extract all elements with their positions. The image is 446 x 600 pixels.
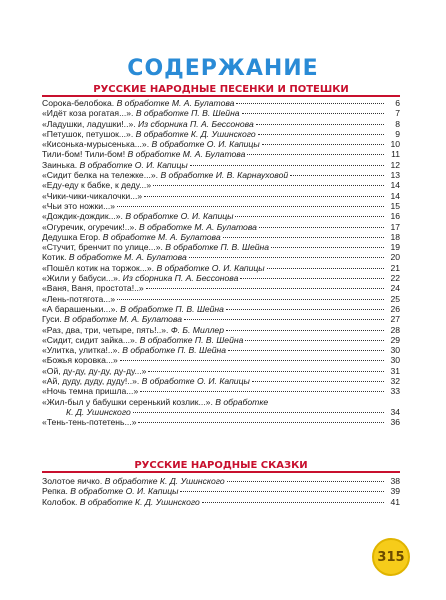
entry-editor: В обработке М. А. Булатова <box>102 231 221 242</box>
leader-dots <box>245 340 384 341</box>
entry-title: «Еду-еду к бабке, к деду...» <box>42 180 152 191</box>
entry-editor: В обработке М. А. Булатова <box>139 221 257 232</box>
entry-title: «А барашеньки...». <box>42 303 118 314</box>
entry-editor: В обработке О. И. Капицы <box>156 262 265 273</box>
entry-title: Заинька. <box>42 159 78 170</box>
section-divider <box>42 95 400 97</box>
entry-editor: В обработке И. В. Карнауховой <box>160 170 289 181</box>
toc-entry[interactable] <box>42 149 400 159</box>
toc-entry[interactable] <box>42 232 400 242</box>
entry-page: 14 <box>390 190 400 201</box>
entry-title: «Ай, дуду, дуду, дуду!..». <box>42 376 140 387</box>
entry-title: Золотое яичко. <box>42 476 103 486</box>
entry-title: «Божья коровка...» <box>42 355 118 366</box>
toc-list-songs <box>42 98 400 428</box>
entry-title: «Сидит, сидит зайка...». <box>42 334 138 345</box>
toc-entry[interactable] <box>42 160 400 170</box>
leader-dots <box>262 144 384 145</box>
entry-page: 19 <box>390 242 400 253</box>
toc-entry[interactable] <box>42 476 400 486</box>
toc-entry[interactable] <box>42 335 400 345</box>
leader-dots <box>189 257 384 258</box>
toc-entry[interactable] <box>42 366 400 376</box>
entry-editor: В обработке К. Д. Ушинского <box>79 496 200 507</box>
entry-editor: В обработке М. А. Булатова <box>68 252 187 263</box>
toc-entry[interactable] <box>42 252 400 262</box>
leader-dots <box>236 103 384 104</box>
entry-editor: В обработке О. И. Капицы <box>79 159 188 170</box>
entry-editor: К. Д. Ушинского <box>66 406 131 417</box>
toc-entry[interactable] <box>42 129 400 139</box>
entry-page: 24 <box>390 283 400 294</box>
entry-page: 15 <box>390 200 400 211</box>
entry-page: 33 <box>390 386 400 397</box>
entry-page: 16 <box>390 211 400 222</box>
leader-dots <box>120 360 384 361</box>
entry-editor: В обработке О. И. Капицы <box>141 376 250 387</box>
leader-dots <box>184 319 384 320</box>
entry-page: 39 <box>390 486 400 497</box>
toc-entry[interactable] <box>42 397 400 418</box>
entry-title: «Тень-тень-потетень...» <box>42 417 137 428</box>
entry-title: «Петушок, петушок...». <box>42 128 134 139</box>
entry-page: 22 <box>390 273 400 284</box>
entry-page: 36 <box>390 417 400 428</box>
toc-entry[interactable] <box>42 180 400 190</box>
entry-title: Котик. <box>42 252 67 263</box>
entry-page: 17 <box>390 221 400 232</box>
leader-dots <box>259 227 384 228</box>
entry-title: «Ой, ду-ду, ду-ду, ду-ду...» <box>42 365 147 376</box>
toc-entry[interactable] <box>42 386 400 396</box>
toc-entry[interactable] <box>42 497 400 507</box>
leader-dots <box>256 124 384 125</box>
toc-entry[interactable] <box>42 170 400 180</box>
entry-title: «Ваня, Ваня, простота!..» <box>42 283 144 294</box>
toc-entry[interactable] <box>42 325 400 335</box>
entry-page: 21 <box>390 262 400 273</box>
leader-dots <box>226 309 384 310</box>
leader-dots <box>242 113 384 114</box>
entry-editor: В обработке М. А. Булатова <box>64 314 183 325</box>
leader-dots <box>258 134 384 135</box>
leader-dots <box>240 278 384 279</box>
entry-page: 6 <box>395 98 400 108</box>
entry-title: «Чьи это ножки...» <box>42 200 116 211</box>
toc-entry[interactable] <box>42 283 400 293</box>
toc-entry[interactable] <box>42 191 400 201</box>
leader-dots <box>140 391 384 392</box>
leader-dots <box>117 299 384 300</box>
toc-entry[interactable] <box>42 294 400 304</box>
entry-title: «Раз, два, три, четыре, пять!..». <box>42 324 169 335</box>
entry-editor: В обработке <box>215 396 269 407</box>
entry-title: «Кисонька-мурысенька...». <box>42 139 150 150</box>
entry-editor: В обработке О. И. Капицы <box>70 486 179 497</box>
entry-page: 25 <box>390 293 400 304</box>
entry-editor: В обработке П. В. Шейна <box>135 108 240 119</box>
entry-page: 27 <box>390 314 400 325</box>
entry-editor: Ф. Б. Миллер <box>170 324 224 335</box>
entry-page: 7 <box>395 108 400 119</box>
entry-title: Гуси. <box>42 314 62 325</box>
toc-entry[interactable] <box>42 119 400 129</box>
entry-editor: В обработке П. В. Шейна <box>165 242 270 253</box>
toc-entry[interactable] <box>42 314 400 324</box>
leader-dots <box>138 422 384 423</box>
leader-dots <box>202 502 384 503</box>
entry-editor: Из сборника П. А. Бессонова <box>138 118 254 129</box>
entry-editor: В обработке М. А. Булатова <box>127 149 246 160</box>
toc-entry[interactable] <box>42 263 400 273</box>
toc-entry[interactable] <box>42 242 400 252</box>
entry-editor: В обработке К. Д. Ушинского <box>135 128 256 139</box>
entry-editor: В обработке К. Д. Ушинского <box>104 476 225 486</box>
entry-page: 30 <box>390 345 400 356</box>
entry-title: «Ночь темна пришла...» <box>42 386 139 397</box>
toc-entry[interactable] <box>42 139 400 149</box>
entry-page: 8 <box>395 118 400 129</box>
toc-entry[interactable] <box>42 98 400 108</box>
entry-title: «Жили у бабуси...». <box>42 273 121 284</box>
entry-title: «Лень-потягота...» <box>42 293 116 304</box>
entry-page: 38 <box>390 476 400 486</box>
entry-title: «Стучит, бренчит по улице...». <box>42 242 163 253</box>
entry-title: Сорока-белобока. <box>42 98 115 108</box>
leader-dots <box>252 381 384 382</box>
entry-editor: В обработке П. В. Шейна <box>122 345 227 356</box>
page-title: СОДЕРЖАНИЕ <box>127 56 319 81</box>
leader-dots <box>180 491 384 492</box>
leader-dots <box>190 165 384 166</box>
entry-title: «Жил-был у бабушки серенький козлик...». <box>42 396 213 407</box>
entry-page: 28 <box>390 324 400 335</box>
toc-entry[interactable] <box>42 355 400 365</box>
leader-dots <box>144 196 384 197</box>
leader-dots <box>227 481 384 482</box>
section-divider <box>42 471 400 473</box>
entry-page: 10 <box>390 139 400 150</box>
leader-dots <box>235 216 384 217</box>
toc-entry[interactable] <box>42 201 400 211</box>
entry-page: 9 <box>395 128 400 139</box>
entry-editor: В обработке П. В. Шейна <box>139 334 244 345</box>
section-heading-songs: РУССКИЕ НАРОДНЫЕ ПЕСЕНКИ И ПОТЕШКИ <box>93 84 349 95</box>
leader-dots <box>153 185 384 186</box>
toc-entry[interactable] <box>42 345 400 355</box>
entry-page: 13 <box>390 170 400 181</box>
leader-dots <box>223 237 384 238</box>
toc-entry[interactable] <box>42 211 400 221</box>
leader-dots <box>247 154 384 155</box>
leader-dots <box>148 371 384 372</box>
toc-entry[interactable] <box>42 417 400 427</box>
entry-editor: В обработке М. А. Булатова <box>116 98 235 108</box>
entry-editor: В обработке О. И. Капицы <box>151 139 260 150</box>
entry-page: 14 <box>390 180 400 191</box>
entry-title: «Сидит белка на тележке...». <box>42 170 159 181</box>
leader-dots <box>290 175 384 176</box>
entry-page: 31 <box>390 365 400 376</box>
toc-entry[interactable] <box>42 376 400 386</box>
entry-page: 18 <box>390 231 400 242</box>
leader-dots <box>133 412 384 413</box>
section-heading-tales: РУССКИЕ НАРОДНЫЕ СКАЗКИ <box>134 460 308 471</box>
toc-entry[interactable] <box>42 486 400 496</box>
leader-dots <box>228 350 384 351</box>
entry-page: 12 <box>390 159 400 170</box>
toc-list-tales <box>42 476 400 507</box>
entry-editor: В обработке П. В. Шейна <box>120 303 224 314</box>
entry-title: «Дождик-дождик...». <box>42 211 123 222</box>
entry-title: «Пошёл котик на торжок...». <box>42 262 155 273</box>
leader-dots <box>267 268 384 269</box>
leader-dots <box>117 206 384 207</box>
entry-page: 29 <box>390 334 400 345</box>
entry-title: «Чики-чики-чикалочки...» <box>42 190 143 201</box>
entry-title: «Ладушки, ладушки!..». <box>42 118 136 129</box>
entry-page: 30 <box>390 355 400 366</box>
entry-title: Колобок. <box>42 496 78 507</box>
entry-title: Репка. <box>42 486 68 497</box>
entry-editor: В обработке О. И. Капицы <box>125 211 234 222</box>
entry-page: 34 <box>390 406 400 417</box>
leader-dots <box>146 288 384 289</box>
leader-dots <box>271 247 384 248</box>
page-number-badge: 315 <box>372 538 410 576</box>
entry-title: Тили-бом! Тили-бом! <box>42 149 126 160</box>
toc-entry[interactable] <box>42 273 400 283</box>
entry-editor: Из сборника П. А. Бессонова <box>122 273 239 284</box>
leader-dots <box>226 330 384 331</box>
entry-page: 32 <box>390 376 400 387</box>
entry-page: 20 <box>390 252 400 263</box>
entry-title: «Идёт коза рогатая...». <box>42 108 134 119</box>
toc-entry[interactable] <box>42 108 400 118</box>
entry-page: 26 <box>390 303 400 314</box>
toc-entry[interactable] <box>42 304 400 314</box>
entry-title: «Огуречик, огуречик!..». <box>42 221 137 232</box>
entry-page: 41 <box>390 496 400 507</box>
entry-page: 11 <box>391 149 400 160</box>
entry-title: Дедушка Егор. <box>42 231 101 242</box>
toc-entry[interactable] <box>42 222 400 232</box>
entry-title: «Улитка, улитка!..». <box>42 345 120 356</box>
